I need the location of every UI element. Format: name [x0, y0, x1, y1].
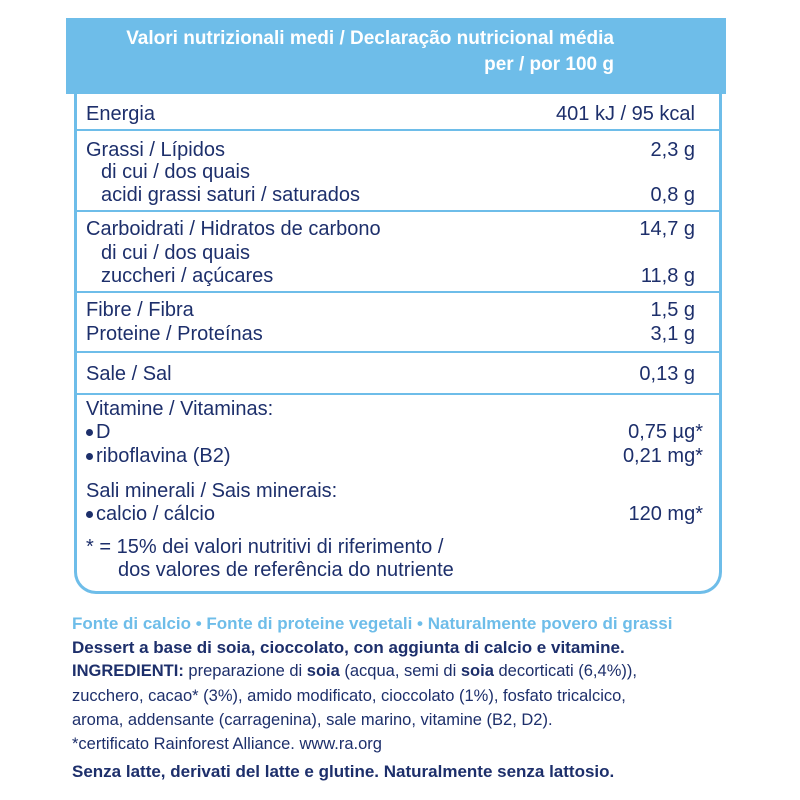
grassi-label: Grassi / Lípidos	[86, 139, 225, 161]
grassi-value: 2,3 g	[650, 139, 695, 161]
allergen-statement: Senza latte, derivati del latte e glutine. Naturalmente senza lattosio.	[72, 762, 615, 781]
table-header	[66, 18, 726, 94]
calcio-item	[86, 503, 215, 526]
ingredients-label: INGREDIENTI:	[72, 662, 184, 680]
carbo-subheading: di cui / dos quais	[101, 242, 250, 264]
ingredients-text: (acqua, semi di	[339, 662, 461, 680]
vitamine-heading: Vitamine / Vitaminas:	[86, 398, 274, 420]
allergen-soia: soia	[306, 662, 340, 680]
energia-label: Energia	[86, 103, 155, 125]
carbo-label: Carboidrati / Hidratos de carbono	[86, 218, 381, 240]
vit-b2-label: riboflavina (B2)	[96, 445, 231, 467]
fibre-label: Fibre / Fibra	[86, 299, 194, 321]
vit-d-item	[86, 421, 110, 444]
ingredients-line3: aroma, addensante (carragenina), sale marino, vitamine (B2, D2).	[72, 711, 553, 729]
header-per-100g: per / por 100 g	[484, 54, 614, 75]
footnote-line2: dos valores de referência do nutriente	[118, 559, 454, 581]
ingredients-line1	[72, 662, 637, 681]
sale-value: 0,13 g	[639, 363, 695, 385]
divider	[74, 210, 722, 212]
fibre-value: 1,5 g	[650, 299, 695, 321]
certification-note: *certificato Rainforest Alliance. www.ra.org	[72, 735, 382, 753]
ingredients-text: preparazione di	[183, 662, 307, 680]
vit-b2-value: 0,21 mg*	[622, 445, 703, 467]
calcio-label: calcio / cálcio	[96, 503, 215, 525]
divider	[74, 129, 722, 131]
divider	[74, 351, 722, 353]
sali-heading: Sali minerali / Sais minerais:	[86, 480, 338, 502]
divider	[74, 393, 722, 395]
vit-d-label: D	[96, 421, 111, 443]
header-title: Valori nutrizionali medi / Declaração nutricional média	[126, 28, 614, 49]
calcio-value: 120 mg*	[628, 503, 703, 525]
allergen-soia: soia	[460, 662, 494, 680]
bullet-icon	[86, 511, 93, 518]
zuccheri-label: zuccheri / açúcares	[101, 265, 274, 287]
ingredients-line2: zucchero, cacao* (3%), amido modificato, cioccolato (1%), fosfato tricalcico,	[72, 687, 626, 705]
vit-d-value: 0,75 µg*	[628, 421, 703, 443]
carbo-value: 14,7 g	[639, 218, 695, 240]
product-description: Dessert a base di soia, cioccolato, con aggiunta di calcio e vitamine.	[72, 638, 625, 657]
footnote-line1: * = 15% dei valori nutritivi di riferimento /	[86, 536, 444, 558]
proteine-label: Proteine / Proteínas	[86, 323, 263, 345]
ingredients-text: decorticati (6,4%)),	[493, 662, 637, 680]
grassi-subheading: di cui / dos quais	[101, 161, 250, 183]
bullet-icon	[86, 429, 93, 436]
zuccheri-value: 11,8 g	[640, 265, 695, 287]
product-claims: Fonte di calcio • Fonte di proteine vegetali • Naturalmente povero di grassi	[72, 614, 673, 633]
divider	[74, 291, 722, 293]
energia-value: 401 kJ / 95 kcal	[556, 103, 695, 125]
saturi-value: 0,8 g	[650, 184, 695, 206]
vit-b2-item	[86, 445, 231, 468]
sale-label: Sale / Sal	[86, 363, 172, 385]
bullet-icon	[86, 453, 93, 460]
saturi-label: acidi grassi saturi / saturados	[101, 184, 361, 206]
proteine-value: 3,1 g	[650, 323, 695, 345]
